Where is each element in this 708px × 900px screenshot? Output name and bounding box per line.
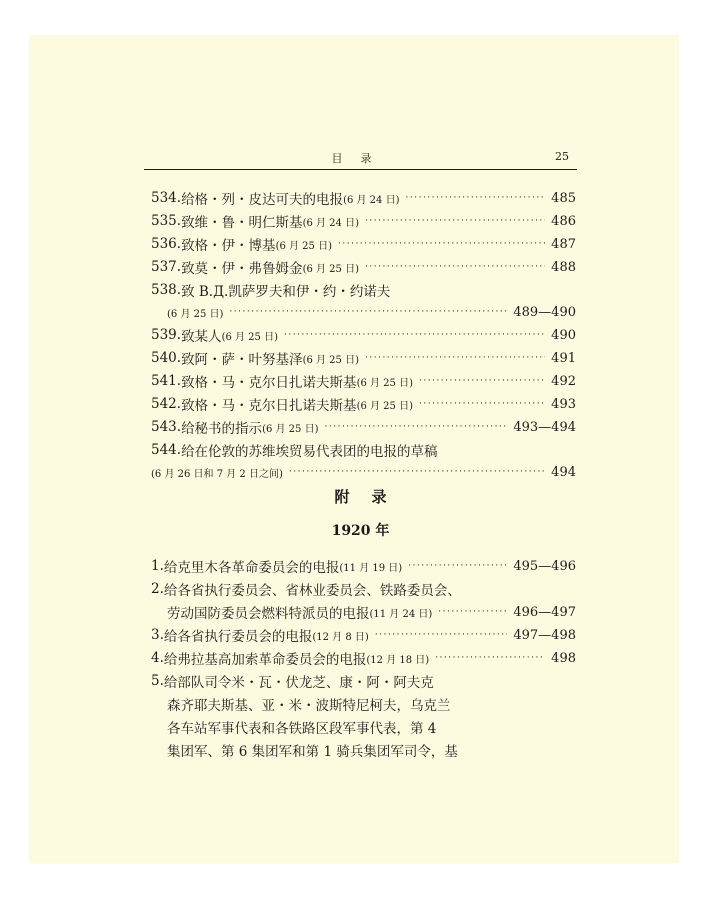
entry-page: 485 xyxy=(551,190,576,206)
entry-number: 2. xyxy=(151,581,164,597)
entry-page: 497—498 xyxy=(513,627,576,643)
entry-title: 给各省执行委员会的电报 xyxy=(163,629,313,645)
appendix-entry-continuation xyxy=(167,716,576,738)
toc-entry xyxy=(151,324,576,346)
entry-title: 给秘书的指示 xyxy=(181,421,263,437)
entry-page: 488 xyxy=(551,259,576,275)
entry-date: (11 月 19 日) xyxy=(339,562,403,574)
entry-date: (6 月 25 日) xyxy=(275,240,332,252)
page-number: 25 xyxy=(555,150,569,163)
entry-number: 541. xyxy=(151,373,182,389)
entry-title: 集团军、第 6 集团军和第 1 骑兵集团军司令，基 xyxy=(167,744,458,760)
appendix-heading: 附录 xyxy=(334,488,409,506)
entry-number: 543. xyxy=(151,419,182,435)
entry-title: 劳动国防委员会燃料特派员的电报 xyxy=(167,606,370,622)
toc-entry xyxy=(151,279,576,301)
entry-page: 491 xyxy=(551,350,576,366)
entry-number: 542. xyxy=(151,396,182,412)
toc-entry xyxy=(151,256,576,278)
toc-entry-continuation xyxy=(167,301,576,323)
leader-dots xyxy=(406,193,546,203)
appendix-entry xyxy=(151,578,576,600)
entry-title: 致格・伊・博基 xyxy=(181,238,276,254)
entry-page: 495—496 xyxy=(513,558,576,574)
entry-date: (12 月 18 日) xyxy=(366,654,430,666)
entry-page: 489—490 xyxy=(513,304,576,320)
leader-dots xyxy=(365,216,545,226)
entry-date: (6 月 26 日和 7 月 2 日之间) xyxy=(151,468,283,480)
toc-entry xyxy=(151,370,576,392)
leader-dots xyxy=(229,307,507,317)
entry-date: (6 月 25 日) xyxy=(167,308,224,320)
entry-title: 森齐耶夫斯基、亚・米・波斯特尼柯夫，乌克兰 xyxy=(167,698,451,714)
toc-entry xyxy=(151,210,576,232)
entry-date: (6 月 25 日) xyxy=(356,400,413,412)
leader-dots xyxy=(289,467,545,477)
entry-date: (6 月 25 日) xyxy=(262,423,319,435)
entry-number: 3. xyxy=(151,627,164,643)
entry-number: 538. xyxy=(151,282,182,298)
entry-page: 487 xyxy=(551,236,576,252)
entry-number: 534. xyxy=(151,190,182,206)
toc-entry xyxy=(151,439,576,461)
entry-title: 给在伦敦的苏维埃贸易代表团的电报的草稿 xyxy=(181,444,438,460)
entry-title: 给各省执行委员会、省林业委员会、铁路委员会、 xyxy=(163,583,461,599)
entry-number: 535. xyxy=(151,213,182,229)
toc-entry-continuation xyxy=(151,461,576,483)
appendix-entry-continuation xyxy=(167,693,576,715)
entry-date: (6 月 25 日) xyxy=(302,354,359,366)
entry-number: 1. xyxy=(151,558,164,574)
appendix-entry xyxy=(151,624,576,646)
entry-page: 490 xyxy=(551,327,576,343)
entry-title: 致莫・伊・弗鲁姆金 xyxy=(181,261,303,277)
entry-title: 给格・列・皮达可夫的电报 xyxy=(181,192,344,208)
leader-dots xyxy=(325,422,508,432)
entry-title: 给克里木各革命委员会的电报 xyxy=(163,560,340,576)
entry-title: 致 B.Д.凯萨罗夫和伊・约・约诺夫 xyxy=(181,284,391,300)
entry-title: 给弗拉基高加索革命委员会的电报 xyxy=(163,652,367,668)
entry-page: 494 xyxy=(551,464,576,480)
entry-title: 给部队司令米・瓦・伏龙芝、康・阿・阿夫克 xyxy=(163,675,434,691)
appendix-entry xyxy=(151,670,576,692)
appendix-entry xyxy=(151,555,576,577)
toc-entry xyxy=(151,233,576,255)
entry-number: 544. xyxy=(151,442,182,458)
entry-title: 致格・马・克尔日扎诺夫斯基 xyxy=(181,375,357,391)
entry-number: 536. xyxy=(151,236,182,252)
entry-date: (11 月 24 日) xyxy=(369,608,433,620)
leader-dots xyxy=(338,239,545,249)
header-title: 目录 xyxy=(331,152,390,165)
page-header xyxy=(144,147,577,170)
leader-dots xyxy=(365,262,545,272)
toc-entry xyxy=(151,416,576,438)
leader-dots xyxy=(419,376,545,386)
entry-date: (12 月 8 日) xyxy=(312,631,369,643)
leader-dots xyxy=(284,330,545,340)
entry-date: (6 月 24 日) xyxy=(343,194,400,206)
leader-dots xyxy=(438,607,507,617)
appendix-year: 1920 年 xyxy=(331,523,390,539)
entry-title: 致格・马・克尔日扎诺夫斯基 xyxy=(181,398,357,414)
entry-page: 493 xyxy=(551,396,576,412)
leader-dots xyxy=(365,353,545,363)
leader-dots xyxy=(419,399,545,409)
leader-dots xyxy=(375,630,508,640)
entry-number: 540. xyxy=(151,350,182,366)
entry-date: (6 月 24 日) xyxy=(302,217,359,229)
entry-number: 539. xyxy=(151,327,182,343)
entry-number: 537. xyxy=(151,259,182,275)
toc-entry xyxy=(151,347,576,369)
entry-number: 4. xyxy=(151,650,164,666)
entry-date: (6 月 25 日) xyxy=(356,377,413,389)
entry-page: 486 xyxy=(551,213,576,229)
entry-title: 致阿・萨・叶努基泽 xyxy=(181,352,303,368)
entry-page: 493—494 xyxy=(513,419,576,435)
leader-dots xyxy=(408,561,507,571)
entry-date: (6 月 25 日) xyxy=(302,263,359,275)
appendix-entry-continuation xyxy=(167,601,576,623)
appendix-entry-continuation xyxy=(167,739,576,761)
entry-page: 496—497 xyxy=(513,604,576,620)
toc-entry xyxy=(151,187,576,209)
toc-entry xyxy=(151,393,576,415)
entry-number: 5. xyxy=(151,673,164,689)
appendix-entry xyxy=(151,647,576,669)
leader-dots xyxy=(435,653,545,663)
entry-title: 致某人 xyxy=(181,329,222,345)
entry-title: 各车站军事代表和各铁路区段军事代表，第 4 xyxy=(167,721,437,737)
entry-date: (6 月 25 日) xyxy=(221,331,278,343)
entry-page: 498 xyxy=(551,650,576,666)
entry-title: 致维・鲁・明仁斯基 xyxy=(181,215,303,231)
entry-page: 492 xyxy=(551,373,576,389)
